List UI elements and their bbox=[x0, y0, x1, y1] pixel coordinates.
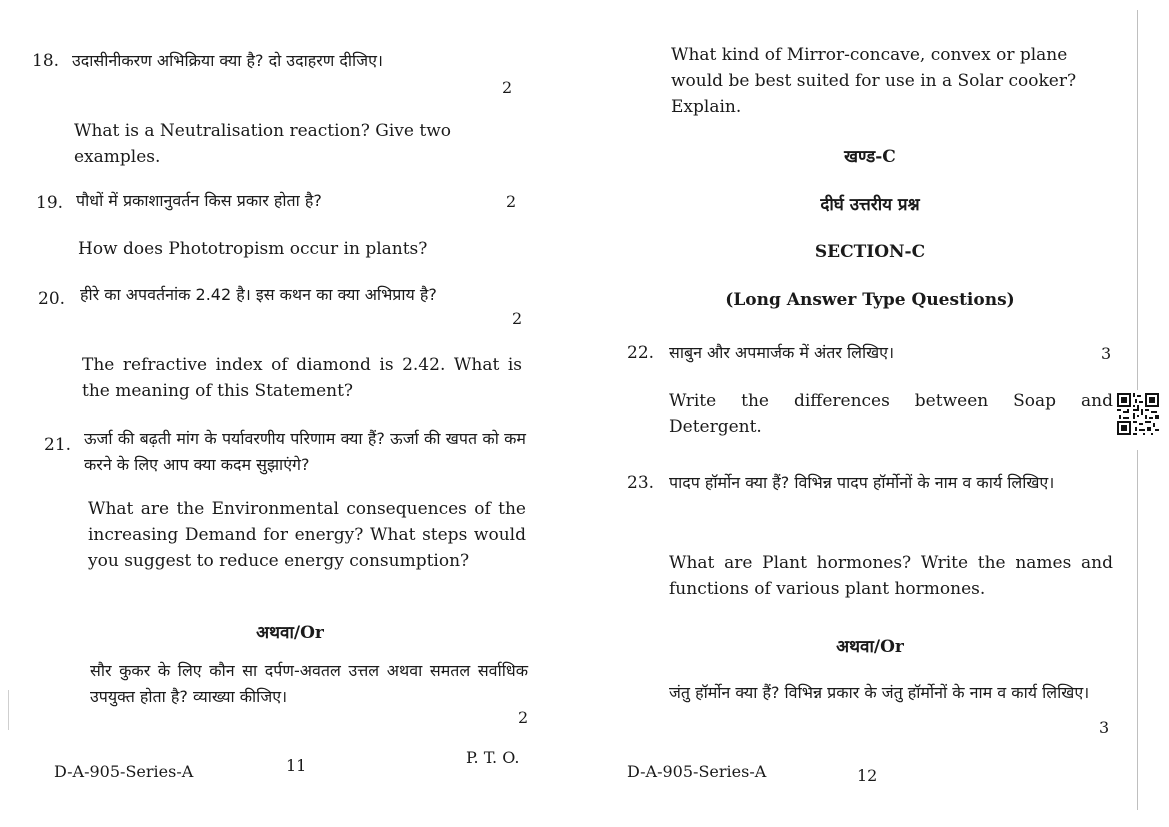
section-heading-hindi: खण्ड-C bbox=[844, 147, 896, 167]
q21-hindi: ऊर्जा की बढ़ती मांग के पर्यावरणीय परिणाम क्या हैं? ऊर्जा की खपत को कम करने के लिए आप क्या कदम सुझाएंगे? bbox=[84, 429, 526, 474]
q19-hindi: पौधों में प्रकाशानुवर्तन किस प्रकार होता है? bbox=[76, 191, 322, 210]
or-label-right: अथवा/Or bbox=[836, 637, 904, 657]
footer-code-left: D-A-905-Series-A bbox=[54, 762, 194, 781]
or-marks-right: 3 bbox=[1099, 718, 1110, 737]
q20-english: The refractive index of diamond is 2.42. What is the meaning of this Statement? bbox=[82, 355, 522, 401]
q22-number: 22. bbox=[627, 343, 655, 363]
q22-english: Write the differences between Soap and Detergent. bbox=[669, 391, 1113, 437]
q20-marks: 2 bbox=[512, 309, 523, 328]
or-question-english: What kind of Mirror-concave, convex or plane would be best suited for use in a Solar cooker? Explain. bbox=[671, 45, 1077, 117]
or-question-hindi: सौर कुकर के लिए कौन सा दर्पण-अवतल उत्तल अथवा समतल सर्वाधिक उपयुक्त होता है? व्याख्या कीजिए। bbox=[90, 661, 528, 706]
section-subtitle-english: (Long Answer Type Questions) bbox=[725, 290, 1015, 310]
q19-marks: 2 bbox=[506, 192, 517, 211]
q22-hindi: साबुन और अपमार्जक में अंतर लिखिए। bbox=[669, 343, 895, 362]
q23-english: What are Plant hormones? Write the names and functions of various plant hormones. bbox=[669, 553, 1113, 599]
scan-edge-left bbox=[8, 690, 9, 730]
section-heading-english: SECTION-C bbox=[814, 242, 926, 262]
q19-number: 19. bbox=[36, 193, 64, 213]
or-label-left: अथवा/Or bbox=[256, 623, 324, 643]
qr-code-icon bbox=[1117, 393, 1159, 435]
q23-hindi: पादप हॉर्मोन क्या हैं? विभिन्न पादप हॉर्मोनों के नाम व कार्य लिखिए। bbox=[669, 473, 1055, 492]
q19-english: How does Phototropism occur in plants? bbox=[78, 239, 428, 259]
q18-number: 18. bbox=[32, 51, 60, 71]
right-page bbox=[585, 0, 1169, 827]
or-question-right-hindi: जंतु हॉर्मोन क्या हैं? विभिन्न प्रकार के जंतु हॉर्मोनों के नाम व कार्य लिखिए। bbox=[669, 683, 1090, 702]
footer-code-right: D-A-905-Series-A bbox=[627, 762, 767, 781]
q18-hindi: उदासीनीकरण अभिक्रिया क्या है? दो उदाहरण दीजिए। bbox=[72, 51, 383, 70]
page-number-right: 12 bbox=[857, 766, 878, 785]
or-marks-left: 2 bbox=[518, 708, 529, 727]
q23-number: 23. bbox=[627, 473, 655, 493]
pto-label: P. T. O. bbox=[466, 748, 520, 767]
q20-number: 20. bbox=[38, 289, 66, 309]
page-number-left: 11 bbox=[286, 756, 307, 775]
q18-english: What is a Neutralisation reaction? Give two examples. bbox=[74, 121, 451, 167]
section-subtitle-hindi: दीर्घ उत्तरीय प्रश्न bbox=[820, 195, 920, 215]
q21-number: 21. bbox=[44, 435, 72, 455]
q22-marks: 3 bbox=[1101, 344, 1112, 363]
q18-marks: 2 bbox=[502, 78, 513, 97]
scan-edge-right bbox=[1137, 10, 1138, 390]
scan-edge-right-lower bbox=[1137, 450, 1138, 810]
q20-hindi: हीरे का अपवर्तनांक 2.42 है। इस कथन का क्या अभिप्राय है? bbox=[80, 285, 437, 304]
q21-english: What are the Environmental consequences of the increasing Demand for energy? What steps would you suggest to reduce energy consumption? bbox=[88, 499, 526, 571]
